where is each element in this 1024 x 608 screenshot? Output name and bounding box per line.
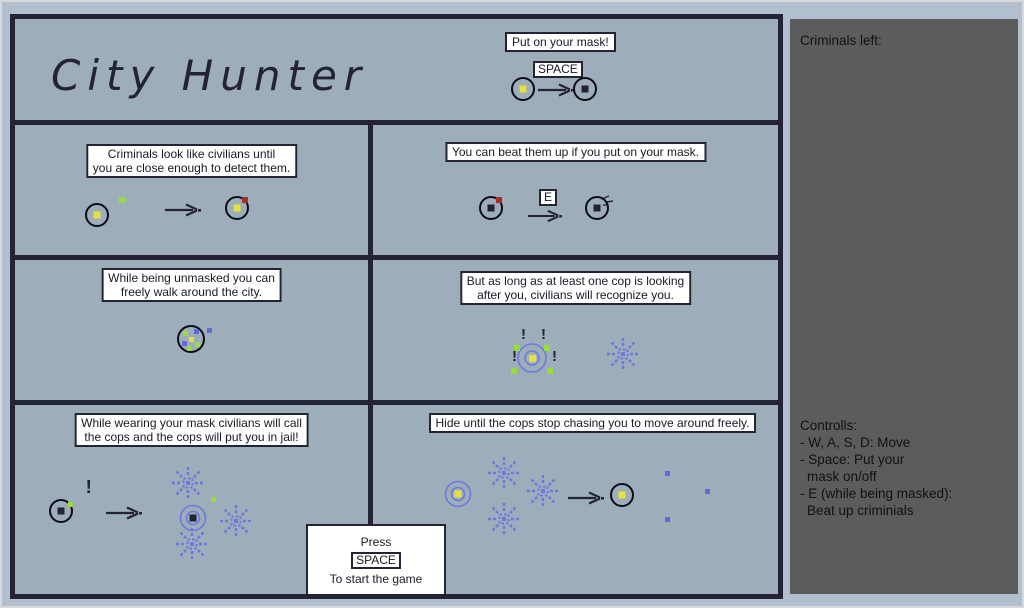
player-square [94, 212, 101, 219]
arrow-icon [567, 491, 605, 505]
criminals-left-label: Criminals left: [800, 33, 882, 48]
controls-list [800, 417, 952, 519]
mask-square [488, 205, 495, 212]
cop-icon [605, 336, 641, 372]
panel-1-line-2: you are close enough to detect them. [92, 161, 291, 175]
exclamation-mark: ! [539, 327, 549, 344]
panel-5-line-1: While wearing your mask civilians will call [81, 416, 302, 430]
controls-line: Beat up criminials [807, 503, 914, 518]
cop-icon [525, 473, 561, 509]
cop-icon [218, 503, 254, 539]
player-square [619, 492, 626, 499]
space-key-hint: SPACE [533, 61, 583, 78]
criminal-icon [479, 196, 503, 220]
player-square [234, 205, 241, 212]
panel-1-line-1: Criminals look like civilians until [107, 147, 276, 161]
scratch-marks-icon [600, 194, 615, 209]
e-key-hint: E [539, 189, 557, 206]
cop-icon [170, 465, 206, 501]
cop-icon [486, 501, 522, 537]
panel-5-label [74, 413, 309, 447]
controls-heading: Controlls: [800, 418, 858, 433]
player-masked-icon [49, 499, 73, 523]
criminal-mark [496, 197, 502, 203]
space-key-hint: SPACE [351, 552, 401, 569]
arrow-icon [163, 203, 203, 217]
panel-beat-up [373, 125, 778, 255]
arrow-icon [105, 506, 143, 520]
start-prompt [306, 524, 446, 596]
panel-6-line-1: Hide until the cops stop chasing you to move around freely. [435, 416, 750, 430]
recognized-player-icon [502, 326, 562, 386]
panel-3-line-1: While being unmasked you can [108, 271, 275, 285]
player-masked-icon [573, 77, 597, 101]
cop-icon [174, 526, 210, 562]
mask-tip-label: Put on your mask! [505, 32, 616, 52]
exclamation-mark: ! [550, 349, 560, 366]
player-square [189, 337, 194, 342]
player-square [520, 86, 527, 93]
panel-4-line-2: after you, civilians will recognize you. [477, 288, 674, 302]
distant-cop-icon [705, 489, 710, 494]
criminal-detected-icon [225, 196, 249, 220]
civilian-green-icon [547, 368, 553, 374]
panel-2-label [445, 142, 706, 162]
page-title: City Hunter [51, 51, 369, 100]
exclamation-mark: ! [83, 477, 95, 499]
panel-6-label [429, 413, 757, 433]
player-unmasked-icon [610, 483, 634, 507]
panel-4-label [460, 271, 691, 305]
arrow-icon [537, 83, 575, 97]
controls-line: - Space: Put your [800, 452, 905, 467]
hud-sidebar [790, 19, 1018, 594]
panel-3-line-2: freely walk around the city. [120, 285, 263, 299]
civilian-green-icon [511, 368, 517, 374]
criminal-mark [242, 197, 248, 203]
controls-line: - W, A, S, D: Move [800, 435, 911, 450]
civilian-green-icon [119, 197, 125, 203]
player-unmasked-icon [511, 77, 535, 101]
hidden-player-icon [442, 478, 474, 510]
civilian-green-icon [211, 497, 216, 502]
civilian-blue-icon [207, 328, 212, 333]
panel-5-line-2: the cops and the cops will put you in jail! [84, 430, 299, 444]
civilian-green-icon [183, 331, 188, 336]
start-prompt-line-1: Press [360, 534, 392, 549]
tutorial-board [10, 14, 783, 599]
civilian-green-icon [187, 346, 192, 351]
crowd-circle-icon [177, 325, 205, 353]
panel-3-label [101, 268, 282, 302]
civilian-blue-icon [194, 329, 199, 334]
panel-2-line-1: You can beat them up if you put on your mask. [451, 145, 700, 159]
controls-line: - E (while being masked): [800, 486, 953, 501]
start-prompt-line-2: To start the game [329, 571, 423, 586]
exclamation-mark: ! [510, 349, 520, 366]
cop-icon [486, 455, 522, 491]
panel-4-line-1: But as long as at least one cop is looking [466, 274, 685, 288]
mask-square [582, 86, 589, 93]
player-unmasked-icon [85, 203, 109, 227]
distant-cop-icon [665, 471, 670, 476]
panel-detect-criminals [15, 125, 368, 255]
civilian-green-icon [68, 502, 73, 507]
civilian-green-icon [195, 342, 200, 347]
panel-cop-watching [373, 260, 778, 400]
panel-1-label [86, 144, 297, 178]
controls-line: mask on/off [807, 469, 877, 484]
panel-walk-freely [15, 260, 368, 400]
criminal-beaten-icon [585, 196, 609, 220]
mask-square [58, 508, 65, 515]
arrow-icon [527, 209, 563, 223]
distant-cop-icon [665, 517, 670, 522]
exclamation-mark: ! [519, 327, 529, 344]
player-square [529, 355, 536, 362]
